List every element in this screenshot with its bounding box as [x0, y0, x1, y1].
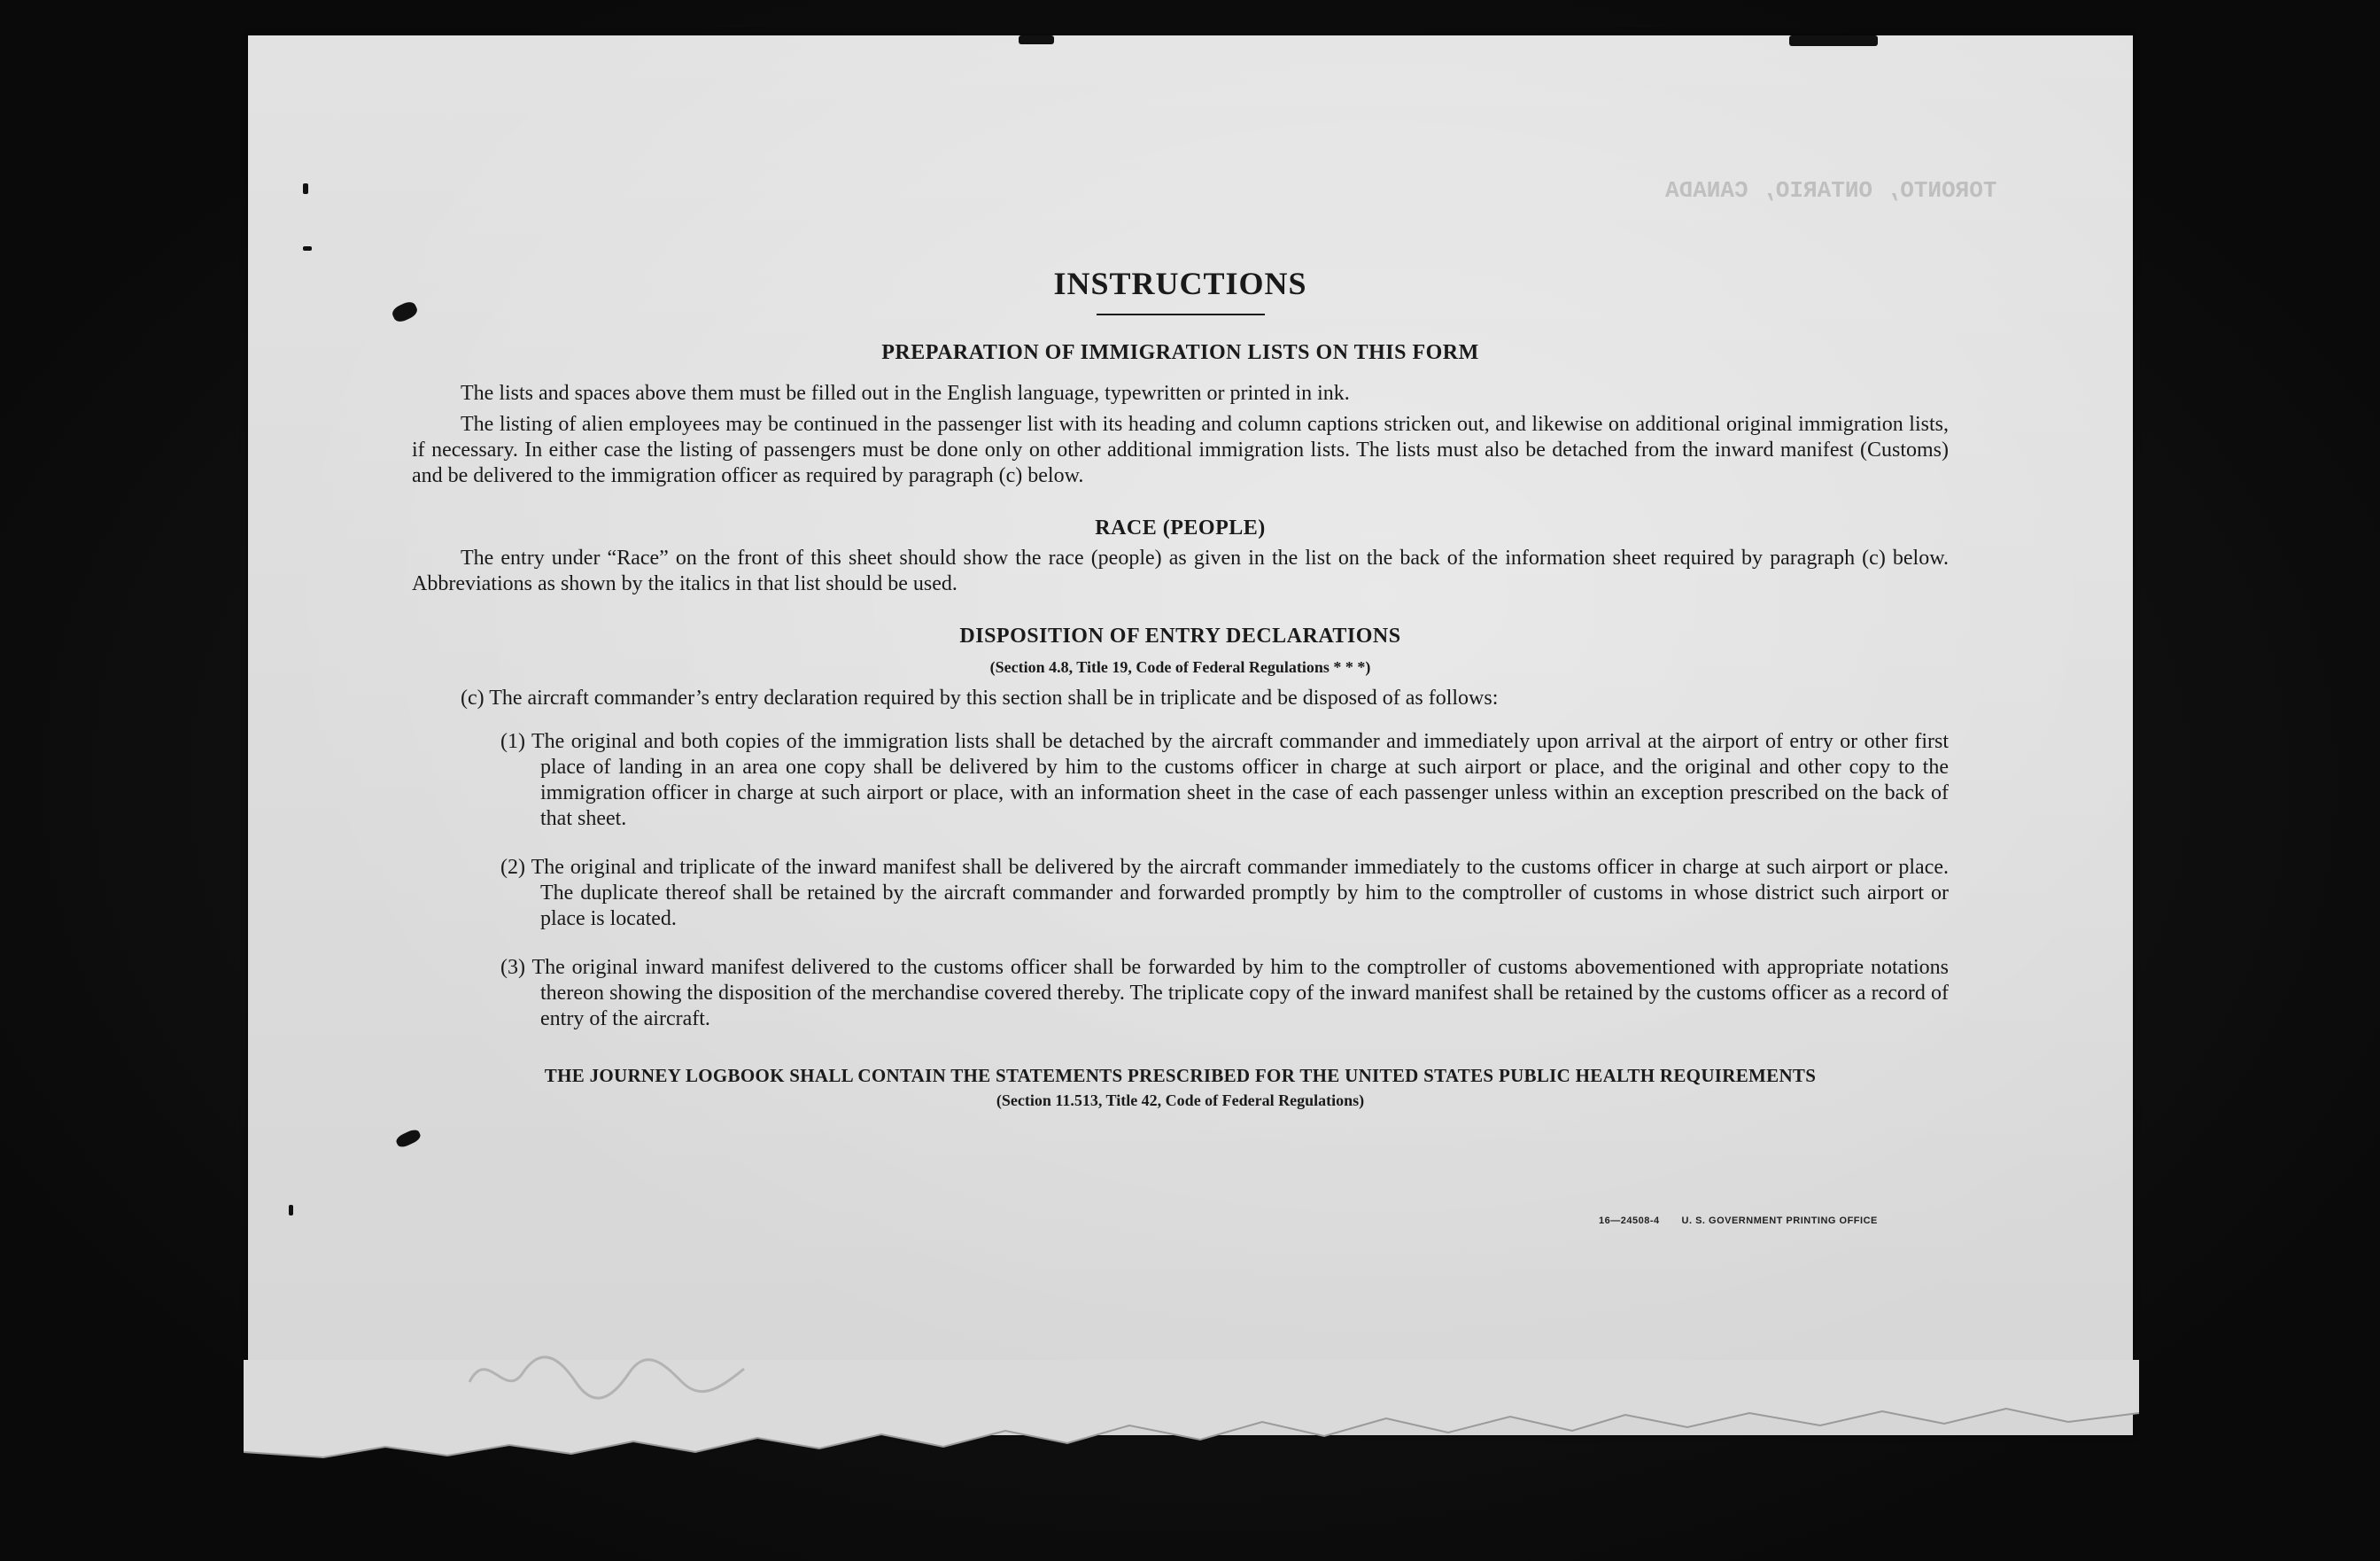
- section-heading-disposition: DISPOSITION OF ENTRY DECLARATIONS: [959, 625, 1401, 648]
- section-heading-preparation: PREPARATION OF IMMIGRATION LISTS ON THIS FORM: [881, 341, 1479, 364]
- printer-name: U. S. GOVERNMENT PRINTING OFFICE: [1681, 1215, 1878, 1226]
- paragraph: The listing of alien employees may be continued in the passenger list with its heading and column captions stricken out, and likewise on additional original immigration lists, if necessary. In either case the listing of passengers must be done only on other additional immigration lists. The lists must also be detached from the inward manifest (Customs) and be delivered to the immigration officer as required by paragraph (c) below.: [412, 413, 1949, 487]
- tape-mark: [1789, 35, 1878, 46]
- list-item: (1) The original and both copies of the immigration lists shall be detached by the aircraft commander and immediately upon arrival at the airport of entry or other first place of landing in an area one copy shall be delivered by him to the customs officer in charge at such airport or place, and the original and other copy to the immigration officer in charge at such airport or place, with an information sheet in the case of each passenger unless within an exception prescribed on the back of that sheet.: [500, 730, 1949, 830]
- section-heading-race: RACE (PEOPLE): [1095, 516, 1266, 540]
- tape-mark: [1019, 35, 1054, 44]
- paragraph: The lists and spaces above them must be filled out in the English language, typewritten or printed in ink.: [461, 382, 1350, 405]
- hole-punch-mark: [303, 246, 312, 251]
- document-title: INSTRUCTIONS: [1053, 266, 1307, 301]
- hole-punch-mark: [289, 1205, 293, 1215]
- section-citation: (Section 4.8, Title 19, Code of Federal Regulations * * *): [989, 658, 1371, 676]
- hole-punch-mark: [303, 183, 308, 194]
- footer-statement: THE JOURNEY LOGBOOK SHALL CONTAIN THE STATEMENTS PRESCRIBED FOR THE UNITED STATES PUBLIC HEALTH REQUIREMENTS: [544, 1065, 1817, 1086]
- paragraph: The entry under “Race” on the front of this sheet should show the race (people) as given in the list on the back of the information sheet required by paragraph (c) below. Abbreviations as shown by the italics in that list should be used.: [412, 547, 1949, 595]
- print-code: 16—24508-4: [1599, 1215, 1660, 1226]
- list-item: (3) The original inward manifest delivered to the customs officer shall be forwarded by him to the comptroller of customs abovementioned with appropriate notations thereon showing the disposition of the merchandise covered thereby. The triplicate copy of the inward manifest shall be retained by the customs officer as a record of entry of the aircraft.: [500, 956, 1949, 1030]
- footer-citation: (Section 11.513, Title 42, Code of Federal Regulations): [996, 1091, 1365, 1109]
- instructions-document: [412, 257, 1949, 1112]
- bleed-through-text: TORONTO, ONTARIO, CANADA: [1665, 177, 1997, 204]
- faint-signature-mark: [461, 1338, 753, 1409]
- paragraph-c-intro: (c) The aircraft commander’s entry declaration required by this section shall be in triplicate and be disposed of as follows:: [461, 687, 1499, 710]
- list-item: (2) The original and triplicate of the inward manifest shall be delivered by the aircraft commander immediately to the customs officer in charge at such airport or place. The duplicate thereof shall be retained by the aircraft commander and forwarded promptly by him to the comptroller of customs in whose district such airport or place is located.: [500, 856, 1949, 930]
- printing-office-line: [1599, 1215, 1878, 1226]
- title-underline: [1097, 314, 1265, 315]
